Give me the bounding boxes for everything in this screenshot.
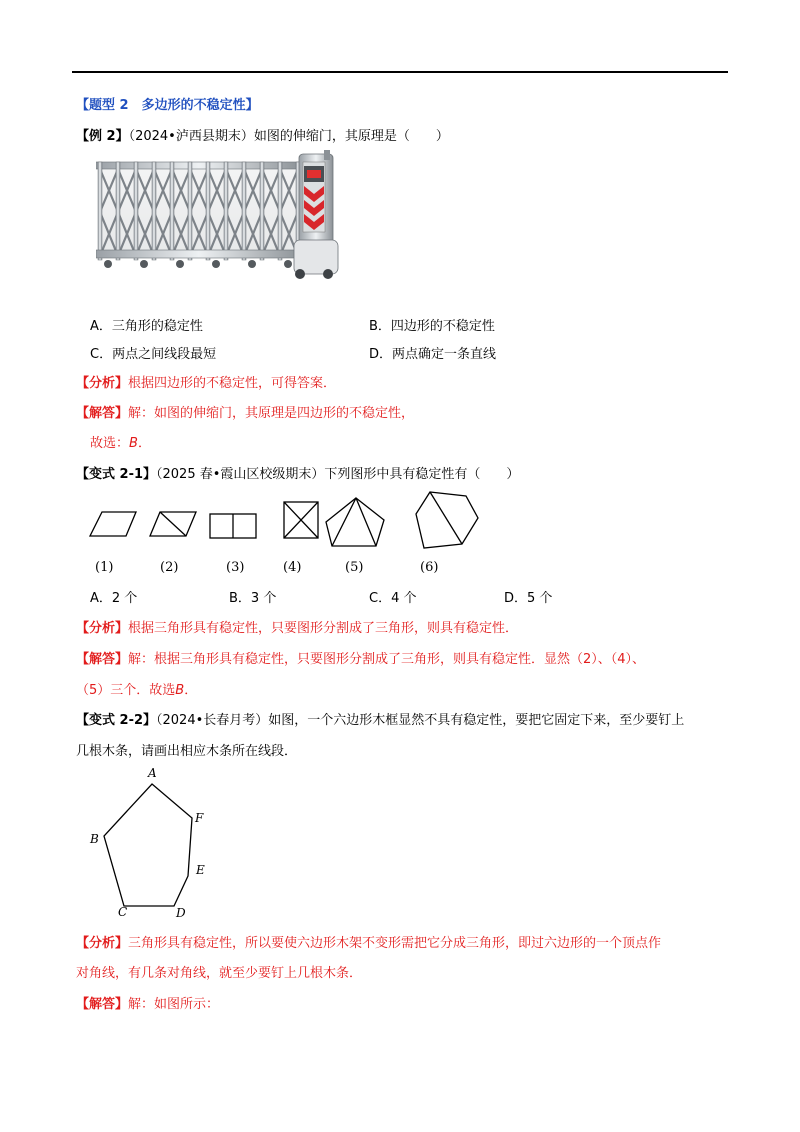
variant21-analysis xyxy=(76,620,518,638)
variant21-analysis-tag: 【分析】 xyxy=(76,621,129,636)
retractable-gate-image xyxy=(96,150,342,282)
variant21-answer-tag: 【解答】 xyxy=(76,652,129,667)
variant22-tag: 【变式 2-2】 xyxy=(76,713,157,728)
shape-label-3: (3) xyxy=(226,560,245,575)
vertex-label-b: B xyxy=(90,832,99,846)
example2-choice-prefix: 故选： xyxy=(90,436,130,451)
variant21-answer-text: 解：根据三角形具有稳定性，只要图形分割成了三角形，则具有稳定性．显然（2）、（4）、 xyxy=(128,652,646,667)
example2-analysis-tag: 【分析】 xyxy=(76,376,129,391)
example2-tag: 【例 2】 xyxy=(76,129,129,144)
variant21-option-a: A．2 个 xyxy=(90,591,138,606)
variant21-answer-line2-prefix: （5）三个．故选 xyxy=(76,683,176,698)
shape-1-parallelogram xyxy=(90,512,136,536)
vertex-label-f: F xyxy=(195,811,204,825)
variant21-answer-choice: B xyxy=(175,683,185,698)
shape-label-2: (2) xyxy=(160,560,179,575)
variant22-analysis-line2: 对角线，有几条对角线，就至少要钉上几根木条． xyxy=(76,966,363,981)
variant21-analysis-text: 根据三角形具有稳定性，只要图形分割成了三角形，则具有稳定性． xyxy=(128,621,519,636)
shape-5-pentagon-diagonals xyxy=(326,498,384,546)
example2-stem xyxy=(76,128,449,146)
variant21-shapes-figure xyxy=(86,490,486,552)
variant21-option-c: C．4 个 xyxy=(369,591,417,606)
shape-label-1: (1) xyxy=(95,560,114,575)
variant21-stem xyxy=(76,466,519,484)
variant22-analysis-line1 xyxy=(76,935,661,953)
example2-option-c: C．两点之间线段最短 xyxy=(90,347,217,362)
example2-stem-text: （2024•泸西县期末）如图的伸缩门，其原理是（ ） xyxy=(128,129,449,144)
variant22-answer xyxy=(76,996,219,1014)
example2-option-d: D．两点确定一条直线 xyxy=(369,347,497,362)
hexagon-figure xyxy=(90,770,220,920)
variant22-stem-line2: 几根木条，请画出相应木条所在线段． xyxy=(76,744,298,759)
example2-choice-suffix: ． xyxy=(137,436,151,451)
variant21-answer-line2-suffix: ． xyxy=(184,683,198,698)
variant22-stem-text-1: （2024•长春月考）如图，一个六边形木框显然不具有稳定性，要把它固定下来，至少要钉上 xyxy=(156,713,685,728)
example2-choice xyxy=(90,435,151,453)
vertex-label-c: C xyxy=(118,905,128,919)
variant21-answer-line1 xyxy=(76,651,645,669)
shape-label-5: (5) xyxy=(345,560,364,575)
hexagon-abcdef xyxy=(104,784,192,906)
variant21-stem-text: （2025 春•霞山区校级期末）下列图形中具有稳定性有（ ） xyxy=(156,467,520,482)
shape-label-4: (4) xyxy=(283,560,302,575)
variant22-answer-tag: 【解答】 xyxy=(76,997,129,1012)
vertex-label-d: D xyxy=(176,906,186,920)
variant21-option-b: B．3 个 xyxy=(229,591,277,606)
example2-answer-tag: 【解答】 xyxy=(76,406,129,421)
variant21-answer-line2 xyxy=(76,682,197,700)
example2-answer xyxy=(76,405,414,423)
example2-answer-text: 解：如图的伸缩门，其原理是四边形的不稳定性， xyxy=(128,406,415,421)
section-heading: 【题型 2 多边形的不稳定性】 xyxy=(76,98,259,113)
example2-option-a: A．三角形的稳定性 xyxy=(90,319,203,334)
example2-analysis-text: 根据四边形的不稳定性，可得答案． xyxy=(128,376,337,391)
variant21-tag: 【变式 2-1】 xyxy=(76,467,157,482)
shape-label-6: (6) xyxy=(420,560,439,575)
variant22-analysis-text-1: 三角形具有稳定性，所以要使六边形木架不变形需把它分成三角形，即过六边形的一个顶点作 xyxy=(128,936,662,951)
example2-choice-letter: B xyxy=(129,436,138,451)
variant22-stem-line1 xyxy=(76,712,684,730)
example2-analysis xyxy=(76,375,336,393)
header-rule xyxy=(72,71,728,73)
variant22-analysis-tag: 【分析】 xyxy=(76,936,129,951)
vertex-label-a: A xyxy=(148,766,157,780)
example2-option-b: B．四边形的不稳定性 xyxy=(369,319,495,334)
variant22-answer-text: 解：如图所示： xyxy=(128,997,220,1012)
vertex-label-e: E xyxy=(196,863,205,877)
variant21-option-d: D．5 个 xyxy=(504,591,553,606)
